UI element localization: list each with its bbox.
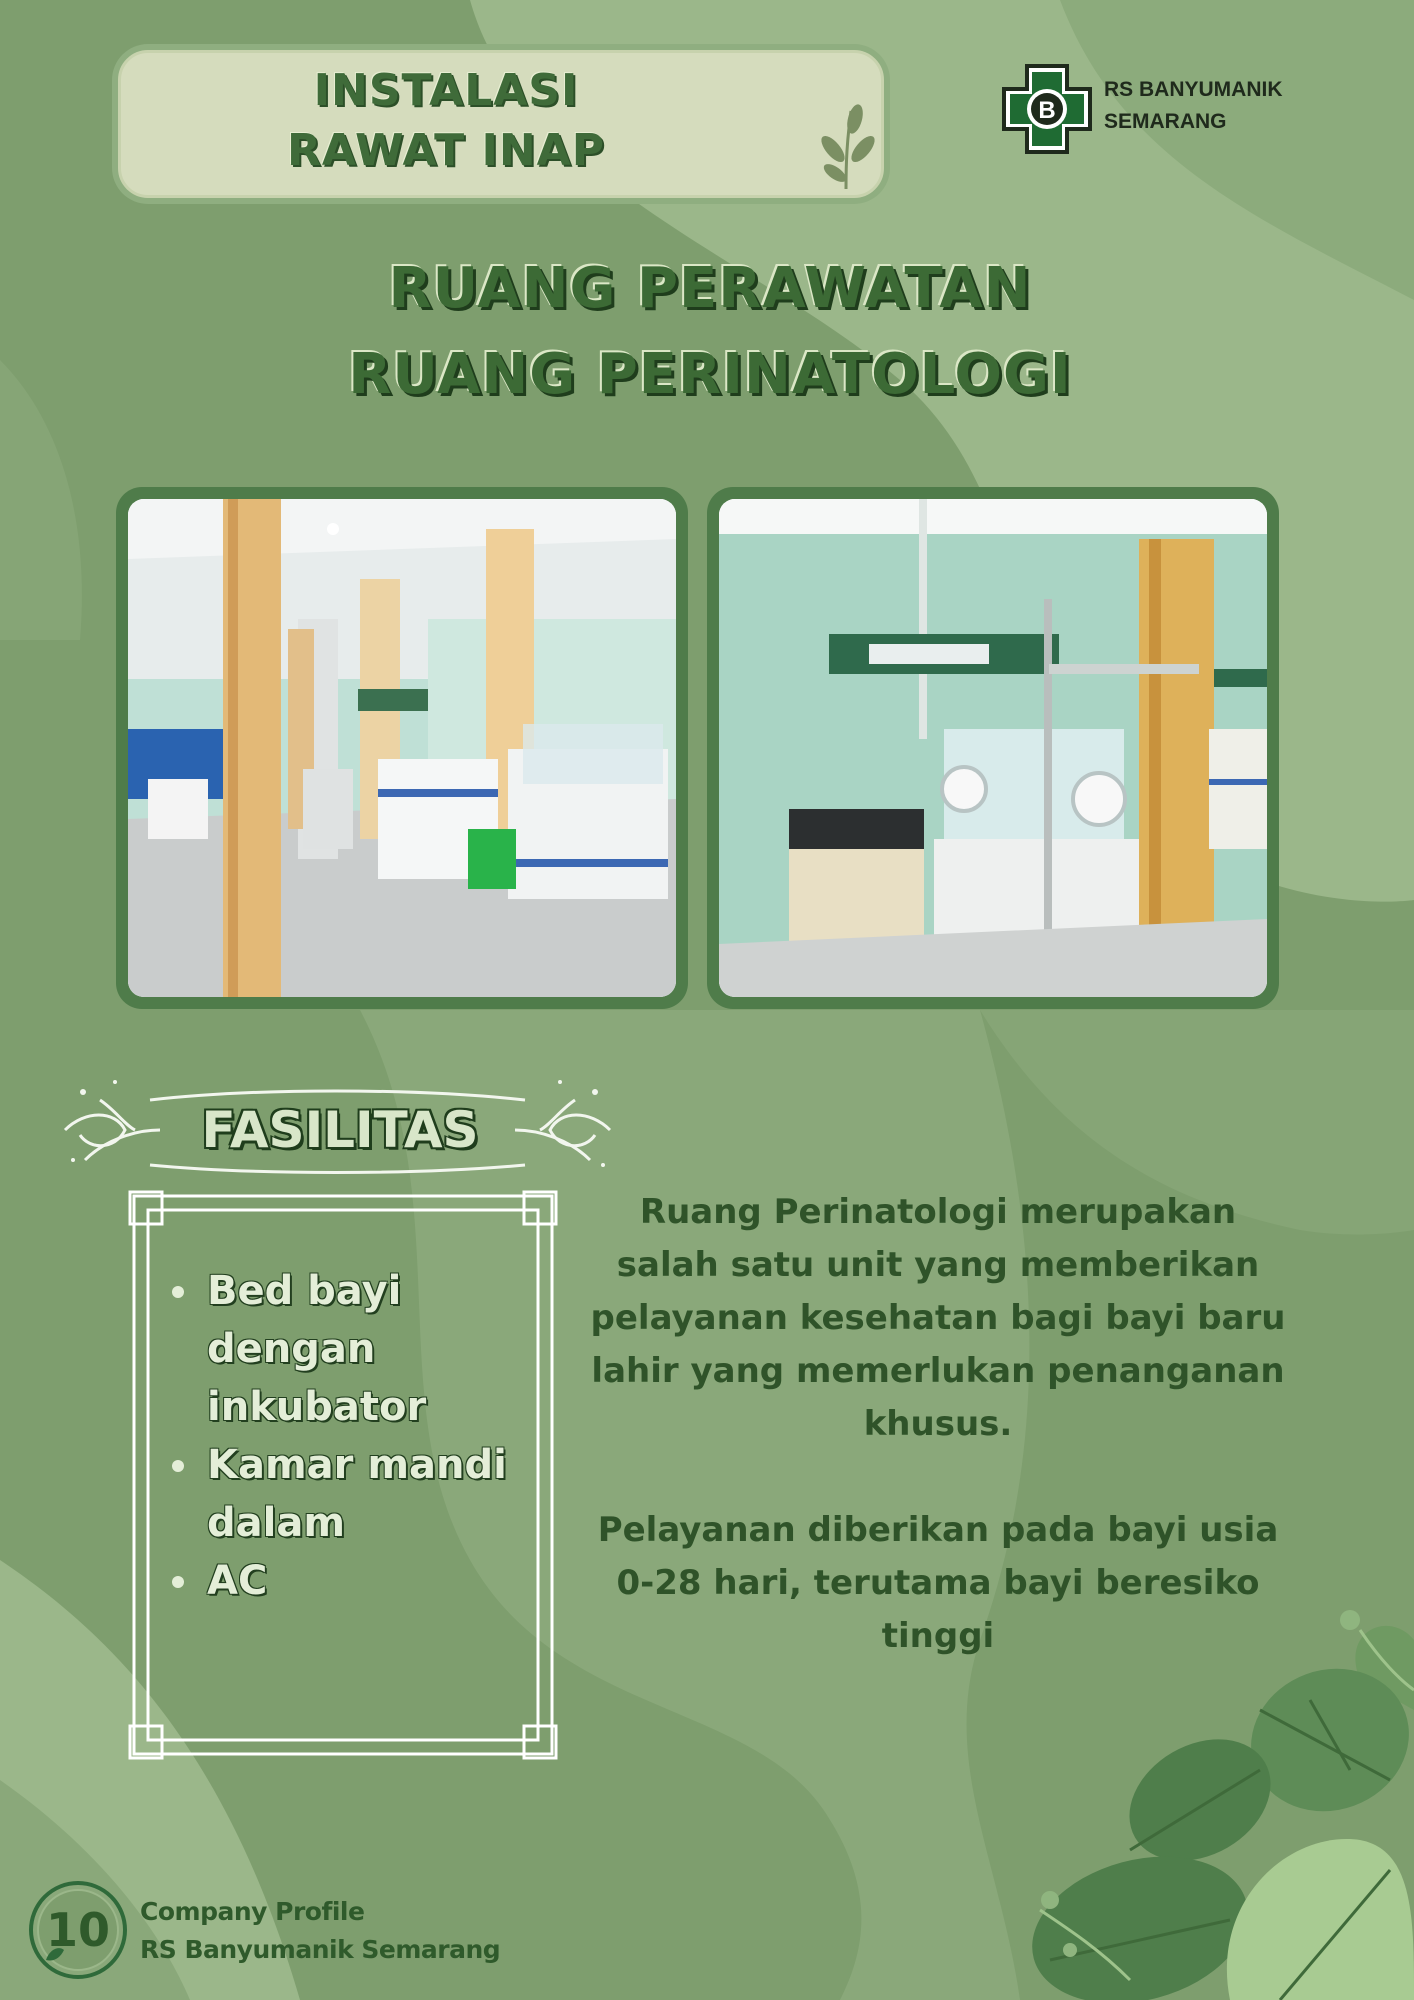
footer-line1: Company Profile [140,1897,365,1926]
leaf-sprig-icon [811,101,881,191]
department-header [118,50,884,198]
incubator-photo [707,487,1279,1009]
hospital-name-line1: RS BANYUMANIK [1104,78,1283,101]
facility-item: • Kamar mandi dalam [203,1436,543,1552]
description-paragraph-1: Ruang Perinatologi merupakan salah satu unit yang memberikan pelayanan kesehatan bagi bayi baru lahir yang memerlukan penanganan khusus. [590,1192,1286,1444]
description-paragraph-2: Pelayanan diberikan pada bayi usia 0-28 hari, terutama bayi beresiko tinggi [597,1510,1279,1656]
footer-caption [140,1893,500,1969]
footer-line2: RS Banyumanik Semarang [140,1935,501,1964]
page-title-line1: RUANG PERAWATAN [388,256,1032,321]
department-title-line1: INSTALASI [313,65,579,116]
department-title-line2: RAWAT INAP [287,125,605,176]
hospital-name-line2: SEMARANG [1104,110,1227,133]
hospital-name [1104,74,1283,138]
page-title-line2: RUANG PERINATOLOGI [348,342,1072,407]
facilities-list [165,1262,543,1610]
department-title [121,61,771,181]
facilities-heading: FASILITAS [201,1101,479,1159]
facility-item: • Bed bayi dengan inkubator [203,1262,543,1436]
monstera-leaves-decoration [1030,1600,1414,2000]
logo-letter: B [1038,97,1056,124]
hospital-cross-logo-icon [1002,64,1092,154]
page-number: 10 [45,1903,110,1957]
page-title [260,246,1160,418]
facility-item: • AC [203,1552,543,1610]
perinatology-ward-photo [116,487,688,1009]
